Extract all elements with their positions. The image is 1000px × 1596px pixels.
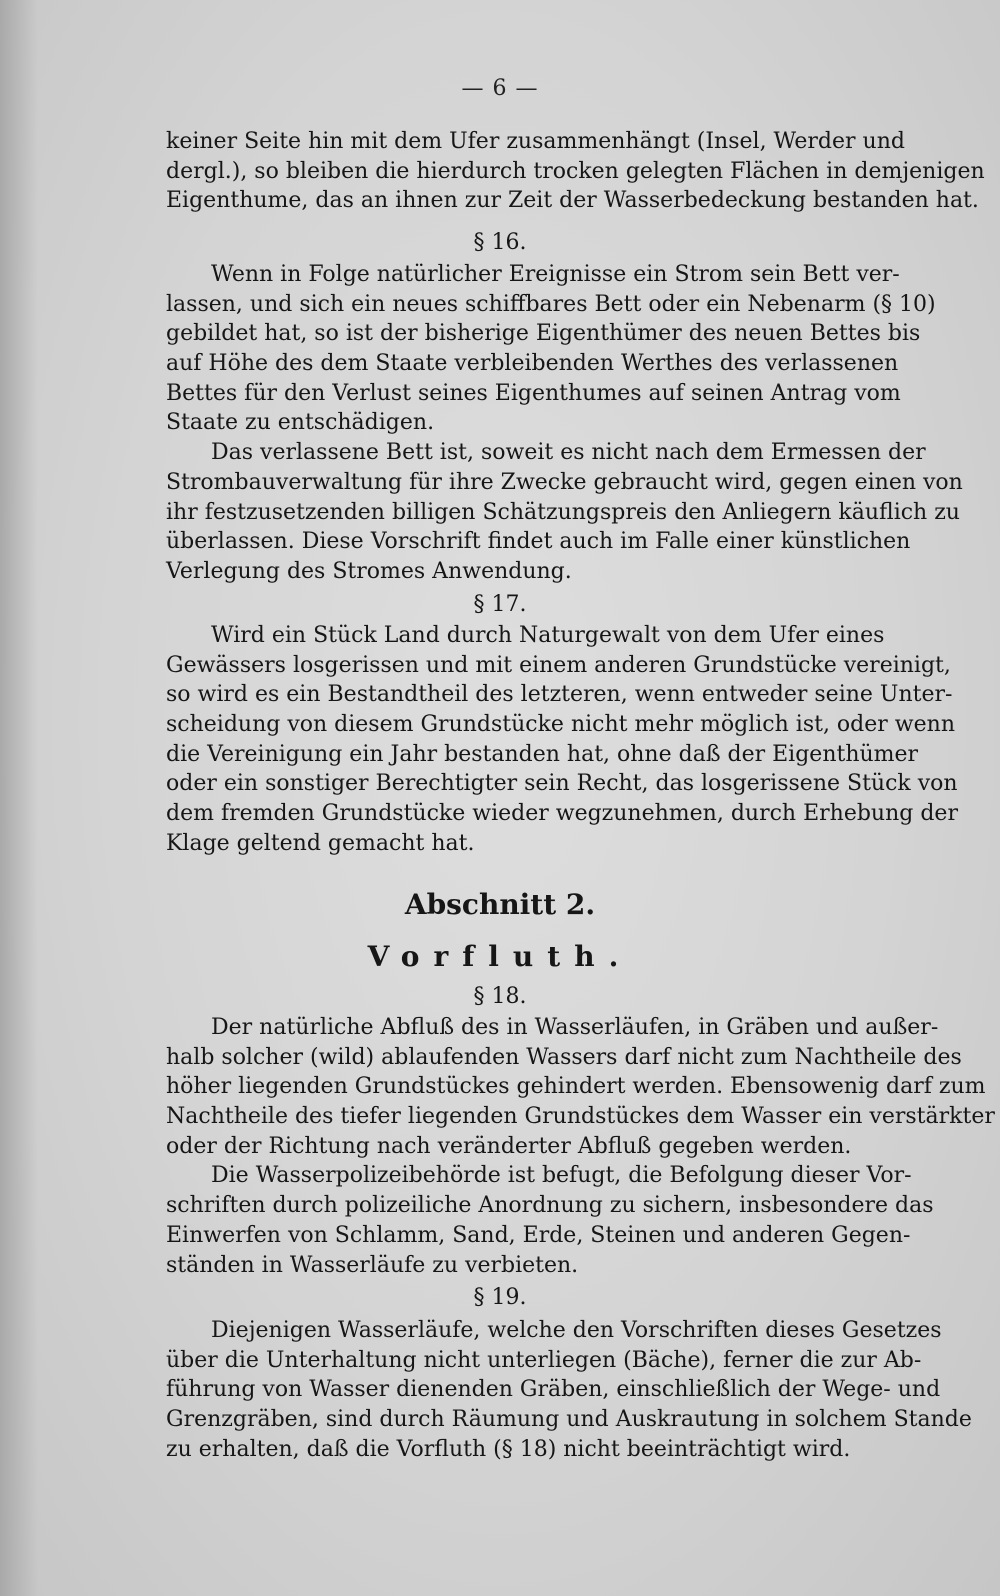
text-line: Strombauverwaltung für ihre Zwecke gebraucht wird, gegen einen von (166, 469, 963, 495)
section-18-text (166, 1013, 995, 1280)
text-line: keiner Seite hin mit dem Ufer zusammenhängt (Insel, Werder und (166, 129, 905, 154)
text-line: Staate zu entschädigen. (166, 410, 435, 436)
text-line: lassen, und sich ein neues schiffbares Bett oder ein Nebenarm (§ 10) (166, 291, 936, 317)
text-line: ihr festzusetzenden billigen Schätzungspreis den Anliegern käuflich zu (166, 499, 960, 525)
chapter-subtitle: Vorfluth. (367, 940, 633, 973)
text-line: zu erhalten, daß die Vorfluth (§ 18) nicht beeinträchtigt wird. (166, 1436, 851, 1462)
text-line: gebildet hat, so ist der bisherige Eigenthümer des neuen Bettes bis (166, 321, 921, 347)
text-line: scheidung von diesem Grundstücke nicht mehr möglich ist, oder wenn (166, 712, 955, 738)
text-line: Wenn in Folge natürlicher Ereignisse ein Strom sein Bett ver- (211, 262, 900, 287)
section-heading-16: § 16. (473, 230, 527, 255)
text-line: Nachtheile des tiefer liegenden Grundstückes dem Wasser ein verstärkter (166, 1104, 995, 1130)
section-17-text (166, 621, 958, 859)
text-line: oder der Richtung nach veränderter Abfluß gegeben werden. (166, 1133, 852, 1159)
text-line: überlassen. Diese Vorschrift findet auch im Falle einer künstlichen (166, 529, 911, 555)
text-line: die Vereinigung ein Jahr bestanden hat, ohne daß der Eigenthümer (166, 741, 919, 767)
text-line: Das verlassene Bett ist, soweit es nicht nach dem Ermessen der (211, 440, 926, 466)
text-line: Bettes für den Verlust seines Eigenthumes auf seinen Antrag vom (166, 380, 901, 406)
text-line: Die Wasserpolizeibehörde ist befugt, die Befolgung dieser Vor- (211, 1163, 912, 1189)
text-line: Grenzgräben, sind durch Räumung und Auskrautung in solchem Stande (166, 1407, 972, 1433)
text-line: führung von Wasser dienenden Gräben, einschließlich der Wege- und (166, 1377, 941, 1403)
section-16-text (166, 260, 963, 587)
section-19-text (166, 1316, 972, 1464)
text-line: halb solcher (wild) ablaufenden Wassers darf nicht zum Nachtheile des (166, 1044, 962, 1070)
text-line: Gewässers losgerissen und mit einem anderen Grundstücke vereinigt, (166, 652, 951, 678)
text-line: höher liegenden Grundstückes gehindert werden. Ebensowenig darf zum (166, 1074, 986, 1100)
intro-paragraph (166, 127, 985, 216)
text-line: ständen in Wasserläufe zu verbieten. (166, 1252, 579, 1278)
text-line: Klage geltend gemacht hat. (166, 830, 475, 856)
text-line: dem fremden Grundstücke wieder wegzunehmen, durch Erhebung der (166, 801, 958, 827)
page-number: — 6 — (461, 76, 539, 101)
text-line: dergl.), so bleiben die hierdurch trocken gelegten Flächen in demjenigen (166, 158, 985, 184)
section-heading-18: § 18. (473, 984, 527, 1009)
text-line: über die Unterhaltung nicht unterliegen (Bäche), ferner die zur Ab- (166, 1347, 922, 1373)
text-line: Eigenthume, das an ihnen zur Zeit der Wasserbedeckung bestanden hat. (166, 188, 979, 214)
text-line: oder ein sonstiger Berechtigter sein Recht, das losgerissene Stück von (166, 771, 958, 797)
text-line: Verlegung des Stromes Anwendung. (166, 558, 572, 584)
section-heading-19: § 19. (473, 1285, 527, 1310)
text-line: Diejenigen Wasserläufe, welche den Vorschriften dieses Gesetzes (211, 1318, 942, 1343)
text-line: Wird ein Stück Land durch Naturgewalt von dem Ufer eines (211, 623, 885, 648)
chapter-title: Abschnitt 2. (404, 888, 596, 921)
text-line: Der natürliche Abfluß des in Wasserläufen, in Gräben und außer- (211, 1015, 939, 1040)
text-line: schriften durch polizeiliche Anordnung zu sichern, insbesondere das (166, 1193, 934, 1219)
text-line: so wird es ein Bestandtheil des letzteren, wenn entweder seine Unter- (166, 682, 953, 708)
text-line: auf Höhe des dem Staate verbleibenden Werthes des verlassenen (166, 351, 899, 377)
section-heading-17: § 17. (473, 592, 527, 617)
text-line: Einwerfen von Schlamm, Sand, Erde, Steinen und anderen Gegen- (166, 1222, 911, 1248)
